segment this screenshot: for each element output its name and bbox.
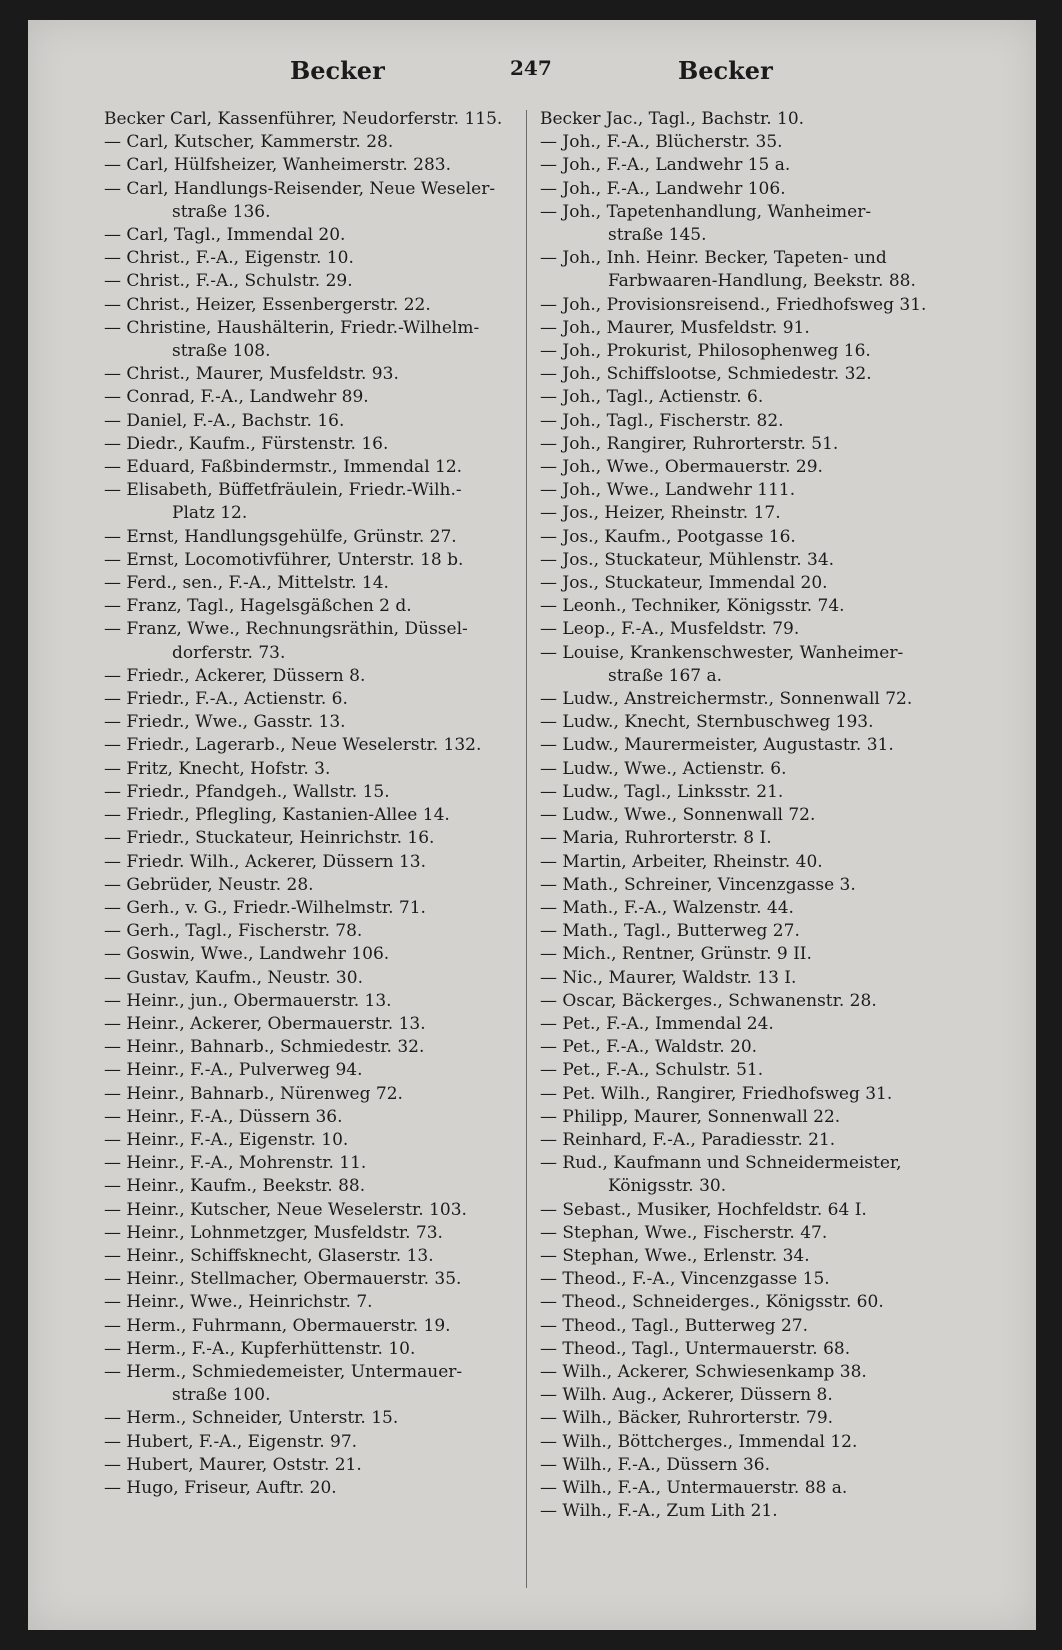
directory-entry [540,1245,970,1268]
directory-entry [104,1059,534,1082]
entry-continuation: straße 145. [608,225,707,246]
directory-entry [104,1454,534,1477]
entry-text: — Joh., Tagl., Fischerstr. 82. [540,410,784,431]
entry-text: — Theod., F.-A., Vincenzgasse 15. [540,1269,830,1290]
entry-text: — Ernst, Handlungsgehülfe, Grünstr. 27. [104,526,457,547]
entry-text: — Reinhard, F.-A., Paradiesstr. 21. [540,1129,836,1150]
directory-entry [540,549,970,572]
directory-entry [104,827,534,850]
entry-text: — Goswin, Wwe., Landwehr 106. [104,944,390,965]
directory-entry [540,595,970,618]
entry-text: — Franz, Tagl., Hagelsgäßchen 2 d. [104,596,412,617]
directory-entry [104,781,534,804]
directory-entry [104,456,534,479]
entry-text: — Wilh., F.-A., Zum Lith 21. [540,1501,778,1522]
directory-entry [104,1013,534,1036]
entry-text: — Eduard, Faßbindermstr., Immendal 12. [104,457,463,478]
directory-entry [540,1315,970,1338]
entry-text: — Leonh., Techniker, Königsstr. 74. [540,596,845,617]
entry-text: — Theod., Tagl., Butterweg 27. [540,1315,808,1336]
directory-entry [104,1291,534,1314]
entry-continuation: Platz 12. [172,503,248,524]
entry-text: — Joh., Maurer, Musfeldstr. 91. [540,317,810,338]
entry-text: — Theod., Schneiderges., Königsstr. 60. [540,1292,884,1313]
directory-entry [540,967,970,990]
entry-text: — Friedr., Pflegling, Kastanien-Allee 14. [104,805,450,826]
entry-text: — Nic., Maurer, Waldstr. 13 I. [540,967,797,988]
directory-entry [104,943,534,966]
entry-text: — Heinr., Bahnarb., Nürenweg 72. [104,1083,403,1104]
entry-text: — Joh., F.-A., Landwehr 15 a. [540,155,791,176]
entry-continuation: Königsstr. 30. [608,1176,727,1197]
directory-entry [104,178,534,224]
directory-entry [540,1106,970,1129]
entry-text: — Heinr., Schiffsknecht, Glaserstr. 13. [104,1245,434,1266]
entry-text: — Ludw., Knecht, Sternbuschweg 193. [540,712,874,733]
right-column [540,108,970,1523]
entry-text: — Math., Tagl., Butterweg 27. [540,921,800,942]
entry-text: — Heinr., Kutscher, Neue Weselerstr. 103. [104,1199,467,1220]
directory-entry [104,270,534,293]
directory-entry [540,920,970,943]
entry-text: — Ernst, Locomotivführer, Unterstr. 18 b. [104,549,464,570]
entry-text: — Gerh., Tagl., Fischerstr. 78. [104,921,363,942]
entry-text: — Pet. Wilh., Rangirer, Friedhofsweg 31. [540,1083,893,1104]
entry-text: — Ludw., Wwe., Actienstr. 6. [540,758,787,779]
entry-text: — Wilh., Bäcker, Ruhrorterstr. 79. [540,1408,834,1429]
page-number: 247 [510,56,552,80]
entry-text: — Wilh. Aug., Ackerer, Düssern 8. [540,1385,833,1406]
entry-continuation: straße 100. [172,1385,271,1406]
directory-entry [540,1454,970,1477]
entry-text: — Theod., Tagl., Untermauerstr. 68. [540,1338,851,1359]
entry-text: — Christ., Heizer, Essenbergerstr. 22. [104,294,431,315]
entry-text: — Leop., F.-A., Musfeldstr. 79. [540,619,800,640]
entry-text: — Joh., Schiffslootse, Schmiedestr. 32. [540,364,872,385]
directory-entry [104,1199,534,1222]
directory-entry [540,943,970,966]
directory-entry [540,1338,970,1361]
directory-entry [540,1361,970,1384]
header-left-keyword: Becker [290,56,385,85]
directory-entry [104,804,534,827]
entry-text: — Math., F.-A., Walzenstr. 44. [540,897,794,918]
directory-entry [540,363,970,386]
entry-text: — Rud., Kaufmann und Schneidermeister, [540,1153,902,1174]
directory-entry [104,549,534,572]
entry-text: — Joh., Wwe., Landwehr 111. [540,480,796,501]
entry-text: — Friedr., Ackerer, Düssern 8. [104,665,366,686]
directory-entry [540,688,970,711]
directory-entry [104,1431,534,1454]
directory-entry [540,502,970,525]
directory-entry [540,1407,970,1430]
entry-text: — Heinr., Wwe., Heinrichstr. 7. [104,1292,373,1313]
entry-text: — Ferd., sen., F.-A., Mittelstr. 14. [104,573,389,594]
directory-entry [104,1083,534,1106]
directory-entry [540,1152,970,1198]
directory-entry [104,1338,534,1361]
entry-text: — Wilh., Böttcherges., Immendal 12. [540,1431,858,1452]
directory-entry [104,247,534,270]
entry-text: — Christ., F.-A., Schulstr. 29. [104,271,353,292]
directory-entry [104,479,534,525]
entry-text: — Math., Schreiner, Vincenzgasse 3. [540,874,856,895]
entry-continuation: straße 167 a. [608,665,723,686]
entry-text: — Joh., Provisionsreisend., Friedhofsweg 31. [540,294,927,315]
directory-entry [540,433,970,456]
entry-text: — Carl, Handlungs-Reisender, Neue Weseler- [104,178,496,199]
entry-text: — Heinr., jun., Obermauerstr. 13. [104,990,392,1011]
directory-entry [104,851,534,874]
directory-entry [104,688,534,711]
entry-text: — Pet., F.-A., Waldstr. 20. [540,1037,758,1058]
entry-text: — Pet., F.-A., Immendal 24. [540,1013,774,1034]
directory-entry [540,1431,970,1454]
entry-text: — Herm., Schneider, Unterstr. 15. [104,1408,399,1429]
directory-entry [540,410,970,433]
directory-entry [104,433,534,456]
entry-text: — Hubert, Maurer, Oststr. 21. [104,1454,362,1475]
directory-entry [540,294,970,317]
directory-entry [540,131,970,154]
directory-entry [104,1361,534,1407]
directory-entry [104,108,534,131]
entry-text: — Franz, Wwe., Rechnungsräthin, Düssel- [104,619,468,640]
directory-entry [540,201,970,247]
directory-entry [104,1175,534,1198]
entry-text: — Heinr., Bahnarb., Schmiedestr. 32. [104,1037,425,1058]
directory-entry [540,1059,970,1082]
entry-text: — Herm., Schmiedemeister, Untermauer- [104,1361,463,1382]
directory-entry [104,595,534,618]
entry-text: — Diedr., Kaufm., Fürstenstr. 16. [104,433,389,454]
directory-entry [104,1315,534,1338]
entry-text: — Jos., Kaufm., Pootgasse 16. [540,526,796,547]
header-right-keyword: Becker [678,56,773,85]
directory-entry [104,526,534,549]
entry-continuation: straße 136. [172,201,271,222]
directory-entry [540,1199,970,1222]
directory-entry [540,990,970,1013]
directory-entry [104,967,534,990]
entry-text: — Joh., Tapetenhandlung, Wanheimer- [540,201,872,222]
directory-entry [104,990,534,1013]
directory-entry [104,920,534,943]
directory-entry [540,526,970,549]
directory-entry [540,827,970,850]
entry-text: — Ludw., Maurermeister, Augustastr. 31. [540,735,894,756]
entry-text: — Joh., F.-A., Blücherstr. 35. [540,132,783,153]
directory-entry [540,874,970,897]
directory-entry [540,386,970,409]
directory-entry [540,1013,970,1036]
directory-entry [540,317,970,340]
directory-entry [540,456,970,479]
entry-text: — Wilh., F.-A., Untermauerstr. 88 a. [540,1477,848,1498]
entry-text: — Heinr., Lohnmetzger, Musfeldstr. 73. [104,1222,443,1243]
entry-text: — Stephan, Wwe., Erlenstr. 34. [540,1245,810,1266]
entry-text: — Wilh., Ackerer, Schwiesenkamp 38. [540,1361,867,1382]
entry-text: — Heinr., F.-A., Pulverweg 94. [104,1060,363,1081]
directory-entry [540,1500,970,1523]
directory-entry [540,1291,970,1314]
entry-text: — Joh., Inh. Heinr. Becker, Tapeten- und [540,248,887,269]
directory-entry [104,897,534,920]
entry-text: — Christ., Maurer, Musfeldstr. 93. [104,364,399,385]
entry-text: — Heinr., F.-A., Eigenstr. 10. [104,1129,349,1150]
entry-text: — Maria, Ruhrorterstr. 8 I. [540,828,772,849]
directory-entry [540,1036,970,1059]
directory-entry [540,1268,970,1291]
entry-text: — Herm., F.-A., Kupferhüttenstr. 10. [104,1338,416,1359]
entry-text: — Heinr., F.-A., Mohrenstr. 11. [104,1153,367,1174]
directory-entry [540,1384,970,1407]
directory-entry [540,178,970,201]
entry-text: — Jos., Heizer, Rheinstr. 17. [540,503,781,524]
directory-entry [540,1083,970,1106]
entry-text: — Joh., Tagl., Actienstr. 6. [540,387,764,408]
entry-text: — Christ., F.-A., Eigenstr. 10. [104,248,354,269]
entry-text: — Gerh., v. G., Friedr.-Wilhelmstr. 71. [104,897,426,918]
entry-text: — Jos., Stuckateur, Immendal 20. [540,573,828,594]
entry-text: — Gebrüder, Neustr. 28. [104,874,314,895]
entry-text: — Joh., F.-A., Landwehr 106. [540,178,786,199]
entry-text: — Heinr., Stellmacher, Obermauerstr. 35. [104,1269,462,1290]
entry-text: — Conrad, F.-A., Landwehr 89. [104,387,369,408]
directory-entry [540,154,970,177]
entry-text: Becker Jac., Tagl., Bachstr. 10. [540,109,805,129]
entry-text: — Joh., Prokurist, Philosophenweg 16. [540,341,871,362]
entry-text: — Martin, Arbeiter, Rheinstr. 40. [540,851,823,872]
directory-entry [540,897,970,920]
directory-entry [104,154,534,177]
entry-text: — Joh., Rangirer, Ruhrorterstr. 51. [540,433,839,454]
directory-entry [540,108,970,131]
entry-text: — Friedr., Wwe., Gasstr. 13. [104,712,346,733]
entry-text: — Friedr., Lagerarb., Neue Weselerstr. 132. [104,735,482,756]
directory-entry [104,294,534,317]
directory-entry [104,1245,534,1268]
entry-text: — Louise, Krankenschwester, Wanheimer- [540,642,904,663]
entry-text: — Carl, Tagl., Immendal 20. [104,225,346,246]
entry-text: — Heinr., Ackerer, Obermauerstr. 13. [104,1013,426,1034]
entry-text: — Pet., F.-A., Schulstr. 51. [540,1060,764,1081]
entry-text: — Gustav, Kaufm., Neustr. 30. [104,967,363,988]
entry-text: — Ludw., Tagl., Linksstr. 21. [540,781,784,802]
left-column [104,108,534,1500]
entry-text: — Ludw., Anstreichermstr., Sonnenwall 72. [540,689,913,710]
directory-entry [540,804,970,827]
directory-entry [104,618,534,664]
page-header [28,56,1036,96]
directory-entry [104,386,534,409]
entry-continuation: straße 108. [172,341,271,362]
directory-entry [540,479,970,502]
entry-text: — Sebast., Musiker, Hochfeldstr. 64 I. [540,1199,867,1220]
directory-entry [104,1152,534,1175]
entry-text: — Carl, Kutscher, Kammerstr. 28. [104,132,394,153]
directory-entry [540,1129,970,1152]
entry-continuation: dorferstr. 73. [172,642,286,663]
directory-entry [540,247,970,293]
directory-entry [104,1407,534,1430]
directory-entry [104,665,534,688]
directory-entry [104,734,534,757]
entry-text: — Fritz, Knecht, Hofstr. 3. [104,758,331,779]
entry-text: — Oscar, Bäckerges., Schwanenstr. 28. [540,990,877,1011]
directory-entry [104,874,534,897]
directory-page [28,20,1036,1630]
entry-text: — Philipp, Maurer, Sonnenwall 22. [540,1106,841,1127]
entry-text: — Stephan, Wwe., Fischerstr. 47. [540,1222,828,1243]
directory-entry [540,734,970,757]
directory-entry [104,410,534,433]
directory-entry [540,572,970,595]
directory-entry [104,363,534,386]
entry-text: — Jos., Stuckateur, Mühlenstr. 34. [540,549,835,570]
entry-text: — Carl, Hülfsheizer, Wanheimerstr. 283. [104,155,451,176]
entry-text: — Wilh., F.-A., Düssern 36. [540,1454,770,1475]
directory-entry [104,224,534,247]
directory-entry [540,340,970,363]
entry-text: — Friedr., Pfandgeh., Wallstr. 15. [104,781,390,802]
directory-entry [104,1036,534,1059]
directory-entry [104,572,534,595]
entry-text: — Herm., Fuhrmann, Obermauerstr. 19. [104,1315,451,1336]
directory-entry [104,317,534,363]
entry-text: — Heinr., Kaufm., Beekstr. 88. [104,1176,366,1197]
entry-text: Becker Carl, Kassenführer, Neudorferstr. 115. [104,109,503,129]
entry-continuation: Farbwaaren-Handlung, Beekstr. 88. [608,271,916,292]
directory-entry [104,758,534,781]
entry-text: — Hugo, Friseur, Auftr. 20. [104,1477,337,1498]
directory-entry [104,1268,534,1291]
entry-text: — Heinr., F.-A., Düssern 36. [104,1106,343,1127]
directory-entry [104,1222,534,1245]
directory-entry [104,1129,534,1152]
entry-text: — Joh., Wwe., Obermauerstr. 29. [540,457,823,478]
directory-entry [540,758,970,781]
entry-text: — Daniel, F.-A., Bachstr. 16. [104,410,345,431]
directory-entry [540,711,970,734]
directory-entry [540,851,970,874]
entry-text: — Elisabeth, Büffetfräulein, Friedr.-Wilh.- [104,480,462,501]
entry-text: — Hubert, F.-A., Eigenstr. 97. [104,1431,358,1452]
directory-entry [540,642,970,688]
directory-entry [104,711,534,734]
entry-text: — Friedr., Stuckateur, Heinrichstr. 16. [104,828,435,849]
directory-entry [104,1477,534,1500]
directory-entry [540,1477,970,1500]
directory-entry [540,781,970,804]
directory-entry [540,1222,970,1245]
entry-text: — Ludw., Wwe., Sonnenwall 72. [540,805,816,826]
entry-text: — Friedr., F.-A., Actienstr. 6. [104,689,348,710]
directory-entry [104,1106,534,1129]
directory-entry [104,131,534,154]
entry-text: — Mich., Rentner, Grünstr. 9 II. [540,944,812,965]
entry-text: — Friedr. Wilh., Ackerer, Düssern 13. [104,851,426,872]
directory-entry [540,618,970,641]
entry-text: — Christine, Haushälterin, Friedr.-Wilhelm- [104,317,480,338]
